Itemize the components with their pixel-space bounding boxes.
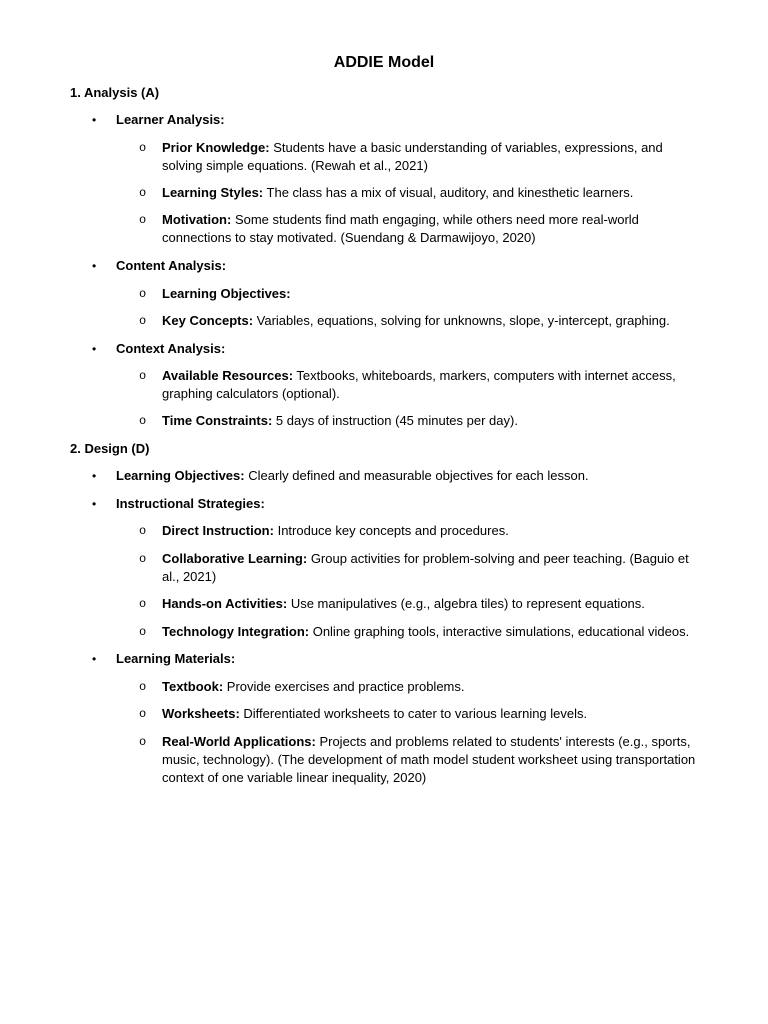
list-item-context-analysis <box>92 340 716 358</box>
bullet-icon: • <box>92 497 97 511</box>
sub-item-available-resources <box>139 367 702 403</box>
sub-item-text: Textbooks, whiteboards, markers, computers with internet access, graphing calculators (optional). <box>162 368 676 401</box>
sub-item-key-concepts <box>139 312 702 330</box>
sub-item-learning-styles <box>139 184 702 202</box>
list-item-content-analysis <box>92 257 716 275</box>
sub-item-text: Projects and problems related to students' interests (e.g., sports, music, technology). (The development of math model student worksheet using transportation context of one variable linear inequality, 2020) <box>162 734 696 785</box>
circle-bullet-icon: o <box>139 597 147 611</box>
list-item-label: Learning Materials: <box>116 651 236 666</box>
list-item-text: Clearly defined and measurable objectives for each lesson. <box>244 468 589 483</box>
sub-item-label: Textbook: <box>162 679 224 694</box>
list-item-learner-analysis <box>92 111 716 129</box>
sub-item-label: Technology Integration: <box>162 624 310 639</box>
sub-item-text: Use manipulatives (e.g., algebra tiles) to represent equations. <box>287 596 645 611</box>
circle-bullet-icon: o <box>139 287 147 301</box>
sub-item-label: Available Resources: <box>162 368 294 383</box>
sub-item-label: Collaborative Learning: <box>162 551 308 566</box>
circle-bullet-icon: o <box>139 369 147 383</box>
sub-item-text: Online graphing tools, interactive simulations, educational videos. <box>309 624 690 639</box>
circle-bullet-icon: o <box>139 414 147 428</box>
list-item-label: Learning Objectives: <box>116 468 245 483</box>
sub-item-label: Direct Instruction: <box>162 523 274 538</box>
sub-item-motivation <box>139 211 702 247</box>
sub-item-label: Prior Knowledge: <box>162 140 270 155</box>
list-item-label: Instructional Strategies: <box>116 496 265 511</box>
section-heading-analysis: 1. Analysis (A) <box>70 85 160 100</box>
list-item-label: Context Analysis: <box>116 341 226 356</box>
sub-item-text: Some students find math engaging, while others need more real-world connections to stay motivated. (Suendang & Darmawijoyo, 2020) <box>162 212 639 245</box>
sub-item-hands-on-activities <box>139 595 702 613</box>
sub-item-text: Group activities for problem-solving and peer teaching. (Baguio et al., 2021) <box>162 551 689 584</box>
sub-item-textbook <box>139 678 702 696</box>
sub-item-label: Real-World Applications: <box>162 734 316 749</box>
bullet-icon: • <box>92 469 97 483</box>
list-item-learning-materials <box>92 650 716 668</box>
sub-item-label: Motivation: <box>162 212 232 227</box>
sub-item-label: Hands-on Activities: <box>162 596 288 611</box>
bullet-icon: • <box>92 259 97 273</box>
section-heading-design: 2. Design (D) <box>70 441 150 456</box>
sub-item-label: Key Concepts: <box>162 313 254 328</box>
circle-bullet-icon: o <box>139 680 147 694</box>
document-title: ADDIE Model <box>333 54 435 71</box>
circle-bullet-icon: o <box>139 735 147 749</box>
sub-item-prior-knowledge <box>139 139 702 175</box>
sub-item-time-constraints <box>139 412 702 430</box>
circle-bullet-icon: o <box>139 524 147 538</box>
sub-item-text: 5 days of instruction (45 minutes per day). <box>272 413 518 428</box>
circle-bullet-icon: o <box>139 314 147 328</box>
sub-item-text: The class has a mix of visual, auditory, and kinesthetic learners. <box>263 185 634 200</box>
bullet-icon: • <box>92 113 97 127</box>
bullet-icon: • <box>92 652 97 666</box>
sub-item-worksheets <box>139 705 702 723</box>
sub-item-text: Introduce key concepts and procedures. <box>273 523 509 538</box>
circle-bullet-icon: o <box>139 552 147 566</box>
circle-bullet-icon: o <box>139 625 147 639</box>
list-item-label: Learner Analysis: <box>116 112 225 127</box>
sub-item-label: Learning Objectives: <box>162 286 291 301</box>
circle-bullet-icon: o <box>139 213 147 227</box>
list-item-instructional-strategies <box>92 495 716 513</box>
circle-bullet-icon: o <box>139 141 147 155</box>
bullet-icon: • <box>92 342 97 356</box>
sub-item-collaborative-learning <box>139 550 702 586</box>
sub-item-label: Time Constraints: <box>162 413 273 428</box>
sub-item-label: Worksheets: <box>162 706 240 721</box>
sub-item-label: Learning Styles: <box>162 185 264 200</box>
list-item-label: Content Analysis: <box>116 258 227 273</box>
sub-item-learning-objectives <box>139 285 702 303</box>
sub-item-direct-instruction <box>139 522 702 540</box>
sub-item-text: Variables, equations, solving for unknowns, slope, y-intercept, graphing. <box>253 313 670 328</box>
sub-item-real-world-applications <box>139 733 702 787</box>
sub-item-technology-integration <box>139 623 702 641</box>
sub-item-text: Differentiated worksheets to cater to various learning levels. <box>239 706 588 721</box>
sub-item-text: Students have a basic understanding of variables, expressions, and solving simple equations. (Rewah et al., 2021) <box>162 140 663 173</box>
circle-bullet-icon: o <box>139 186 147 200</box>
sub-item-text: Provide exercises and practice problems. <box>223 679 465 694</box>
list-item-learning-objectives <box>92 467 716 485</box>
circle-bullet-icon: o <box>139 707 147 721</box>
